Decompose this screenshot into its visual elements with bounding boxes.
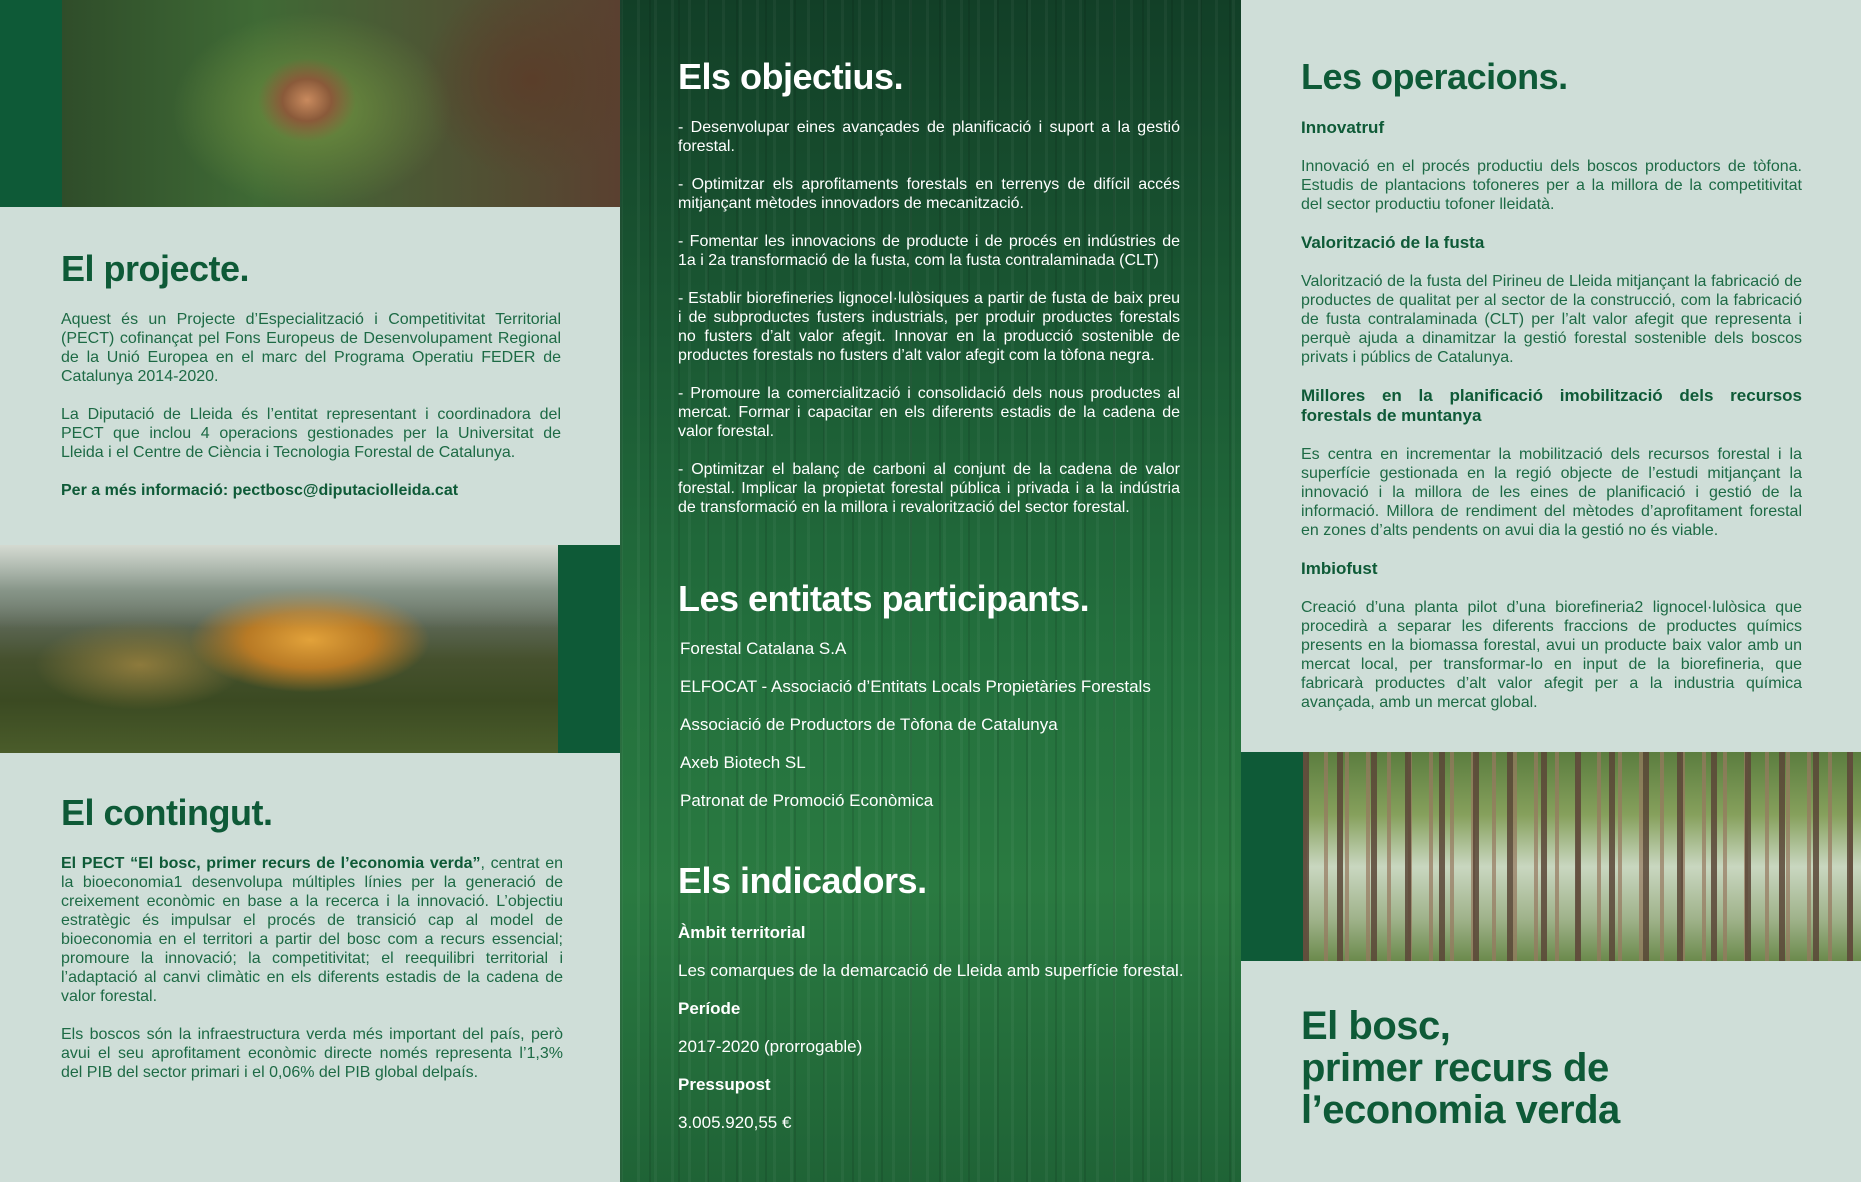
periode-value: 2017-2020 (prorrogable)	[678, 1037, 863, 1056]
objectiu-item: - Establir biorefineries lignocel·lulòsiques a partir de fusta de baix preu i de subproductes fusters industrials, per produir productes forestals no fusters d’alt valor afegit. Innovar en la producció sostenible de productes forestals no fusters d’alt valor afegit com la tòfona negra.	[678, 290, 1180, 364]
indicadors-title: Els indicadors.	[678, 860, 927, 901]
green-band-right	[1241, 752, 1303, 961]
left-column	[0, 0, 620, 1182]
entitat-item: ELFOCAT - Associació d’Entitats Locals Propietàries Forestals	[680, 677, 1151, 696]
contingut-title: El contingut.	[61, 792, 273, 833]
pine-forest-photo	[1303, 752, 1861, 961]
operacio-title: Innovatruf	[1301, 118, 1385, 137]
periode-label: Període	[678, 999, 741, 1018]
pine-branch-photo	[62, 0, 620, 207]
operacio-title: Valorització de la fusta	[1301, 233, 1485, 252]
entitat-item: Patronat de Promoció Econòmica	[680, 791, 934, 810]
operacions-title: Les operacions.	[1301, 56, 1568, 97]
projecte-paragraph-1: Aquest és un Projecte d’Especialització i Competitivitat Territorial (PECT) cofinançat pel Fons Europeus de Desenvolupament Regional de la Unió Europea en el marc del Programa Operatiu FEDER de Catalunya 2014-2020.	[61, 311, 561, 385]
projecte-paragraph-2: La Diputació de Lleida és l’entitat representant i coordinadora del PECT que inclou 4 operacions gestionades per la Universitat de Lleida i el Centre de Ciència i Tecnologia Forestal de Catalunya.	[61, 406, 561, 461]
right-column	[1241, 0, 1861, 1182]
operacio-title: Imbiofust	[1301, 559, 1378, 578]
objectiu-item: - Promoure la comercialització i consolidació dels nous productes al mercat. Formar i capacitar en els diferents estadis de la cadena de valor forestal.	[678, 385, 1180, 440]
contingut-paragraph-2: Els boscos són la infraestructura verda més important del país, però avui el seu aprofitament econòmic directe només representa l’1,3% del PIB del sector primari i el 0,06% del PIB global delpaís.	[61, 1026, 563, 1081]
middle-column	[620, 0, 1241, 1182]
pressupost-label: Pressupost	[678, 1075, 771, 1094]
operacio-title: Millores en la planificació imobilització dels recursos forestals de muntanya	[1301, 386, 1802, 425]
operacio-valoritzacio	[1301, 233, 1802, 367]
ambit-value: Les comarques de la demarcació de Lleida amb superfície forestal.	[678, 961, 1184, 980]
operacio-text: Creació d’una planta pilot d’una biorefineria2 lignocel·lulòsica que procedirà a separar les diferents fraccions de productes químics presents en la biomassa forestal, avui un producte baix valor amb un mercat local, per transformar-lo en input de la biorefineria, que fabricarà productes d’alt valor afegit per a la industria química avançada, amb un mercat global.	[1301, 599, 1802, 711]
green-band-middle	[558, 545, 620, 753]
mountain-landscape-photo	[0, 545, 558, 753]
operacio-imbiofust	[1301, 559, 1802, 712]
projecte-info-link[interactable]: Per a més informació: pectbosc@diputaciolleida.cat	[61, 482, 459, 499]
cover-title-line-2: primer recurs de	[1301, 1046, 1609, 1090]
operacio-innovatruf	[1301, 118, 1802, 214]
cover-title-line-3: l’economia verda	[1301, 1088, 1620, 1132]
contingut-paragraph-1	[61, 854, 563, 1006]
entitats-title: Les entitats participants.	[678, 578, 1090, 619]
contingut-lead-bold: El PECT “El bosc, primer recurs de l’economia verda”	[61, 855, 481, 872]
objectiu-item: - Fomentar les innovacions de producte i de procés en indústries de 1a i 2a transformació de la fusta, com la fusta contralaminada (CLT)	[678, 233, 1180, 269]
operacions-list	[1301, 118, 1802, 731]
pressupost-value: 3.005.920,55 €	[678, 1113, 792, 1132]
operacio-millores	[1301, 386, 1802, 540]
cover-title	[1301, 1005, 1620, 1131]
objectiu-item: - Desenvolupar eines avançades de planificació i suport a la gestió forestal.	[678, 119, 1180, 155]
indicadors-list	[678, 922, 1198, 1150]
objectius-title: Els objectius.	[678, 56, 904, 97]
contingut-body	[61, 854, 563, 1101]
entitat-item: Associació de Productors de Tòfona de Catalunya	[680, 715, 1058, 734]
operacio-text: Es centra en incrementar la mobilització dels recursos forestal i la superfície gestionada en la regió objecte de l’estudi mitjançant la innovació i la millora de les eines de planificació i gestió de la informació. Millora de rendiment del mètodes d’aprofitament forestal en zones d’alts pendents on avui dia la gestió no és viable.	[1301, 446, 1802, 539]
objectiu-item: - Optimitzar el balanç de carboni al conjunt de la cadena de valor forestal. Implicar la propietat forestal pública i privada i a la indústria de transformació en la millora i revalorització del sector forestal.	[678, 461, 1180, 516]
ambit-label: Àmbit territorial	[678, 923, 806, 942]
cover-title-line-1: El bosc,	[1301, 1004, 1451, 1048]
contingut-lead-rest: , centrat en la bioeconomia1 desenvolupa múltiples línies per la generació de creixement econòmic en base a la recerca i la innovació. L’objectiu estratègic és impulsar el procés de transició cap al model de bioeconomia en el territori a partir del bosc com a recurs essencial; promoure la innovació; la competitivitat; el reequilibri territorial i l’adaptació al canvi climàtic en els diferents estadis de la cadena de valor forestal.	[61, 855, 563, 1005]
projecte-title: El projecte.	[61, 248, 250, 289]
operacio-text: Innovació en el procés productiu dels boscos productors de tòfona. Estudis de plantacions tofoneres per a la millora de la competitivitat del sector productiu tofoner lleidatà.	[1301, 158, 1802, 213]
green-band-top	[0, 0, 62, 207]
projecte-body	[61, 310, 561, 519]
operacio-text: Valorització de la fusta del Pirineu de Lleida mitjançant la fabricació de productes de qualitat per al sector de la construcció, com la fabricació de fusta contralaminada (CLT) per l’alt valor afegit que representa i perquè ajuda a dinamitzar la gestió forestal sostenible dels boscos privats i públics de Catalunya.	[1301, 273, 1802, 366]
entitat-item: Forestal Catalana S.A	[680, 639, 847, 658]
entitat-item: Axeb Biotech SL	[680, 753, 806, 772]
objectiu-item: - Optimitzar els aprofitaments forestals en terrenys de difícil accés mitjançant mètodes innovadors de mecanització.	[678, 176, 1180, 212]
entitats-list	[680, 638, 1200, 828]
objectius-list	[678, 118, 1180, 536]
